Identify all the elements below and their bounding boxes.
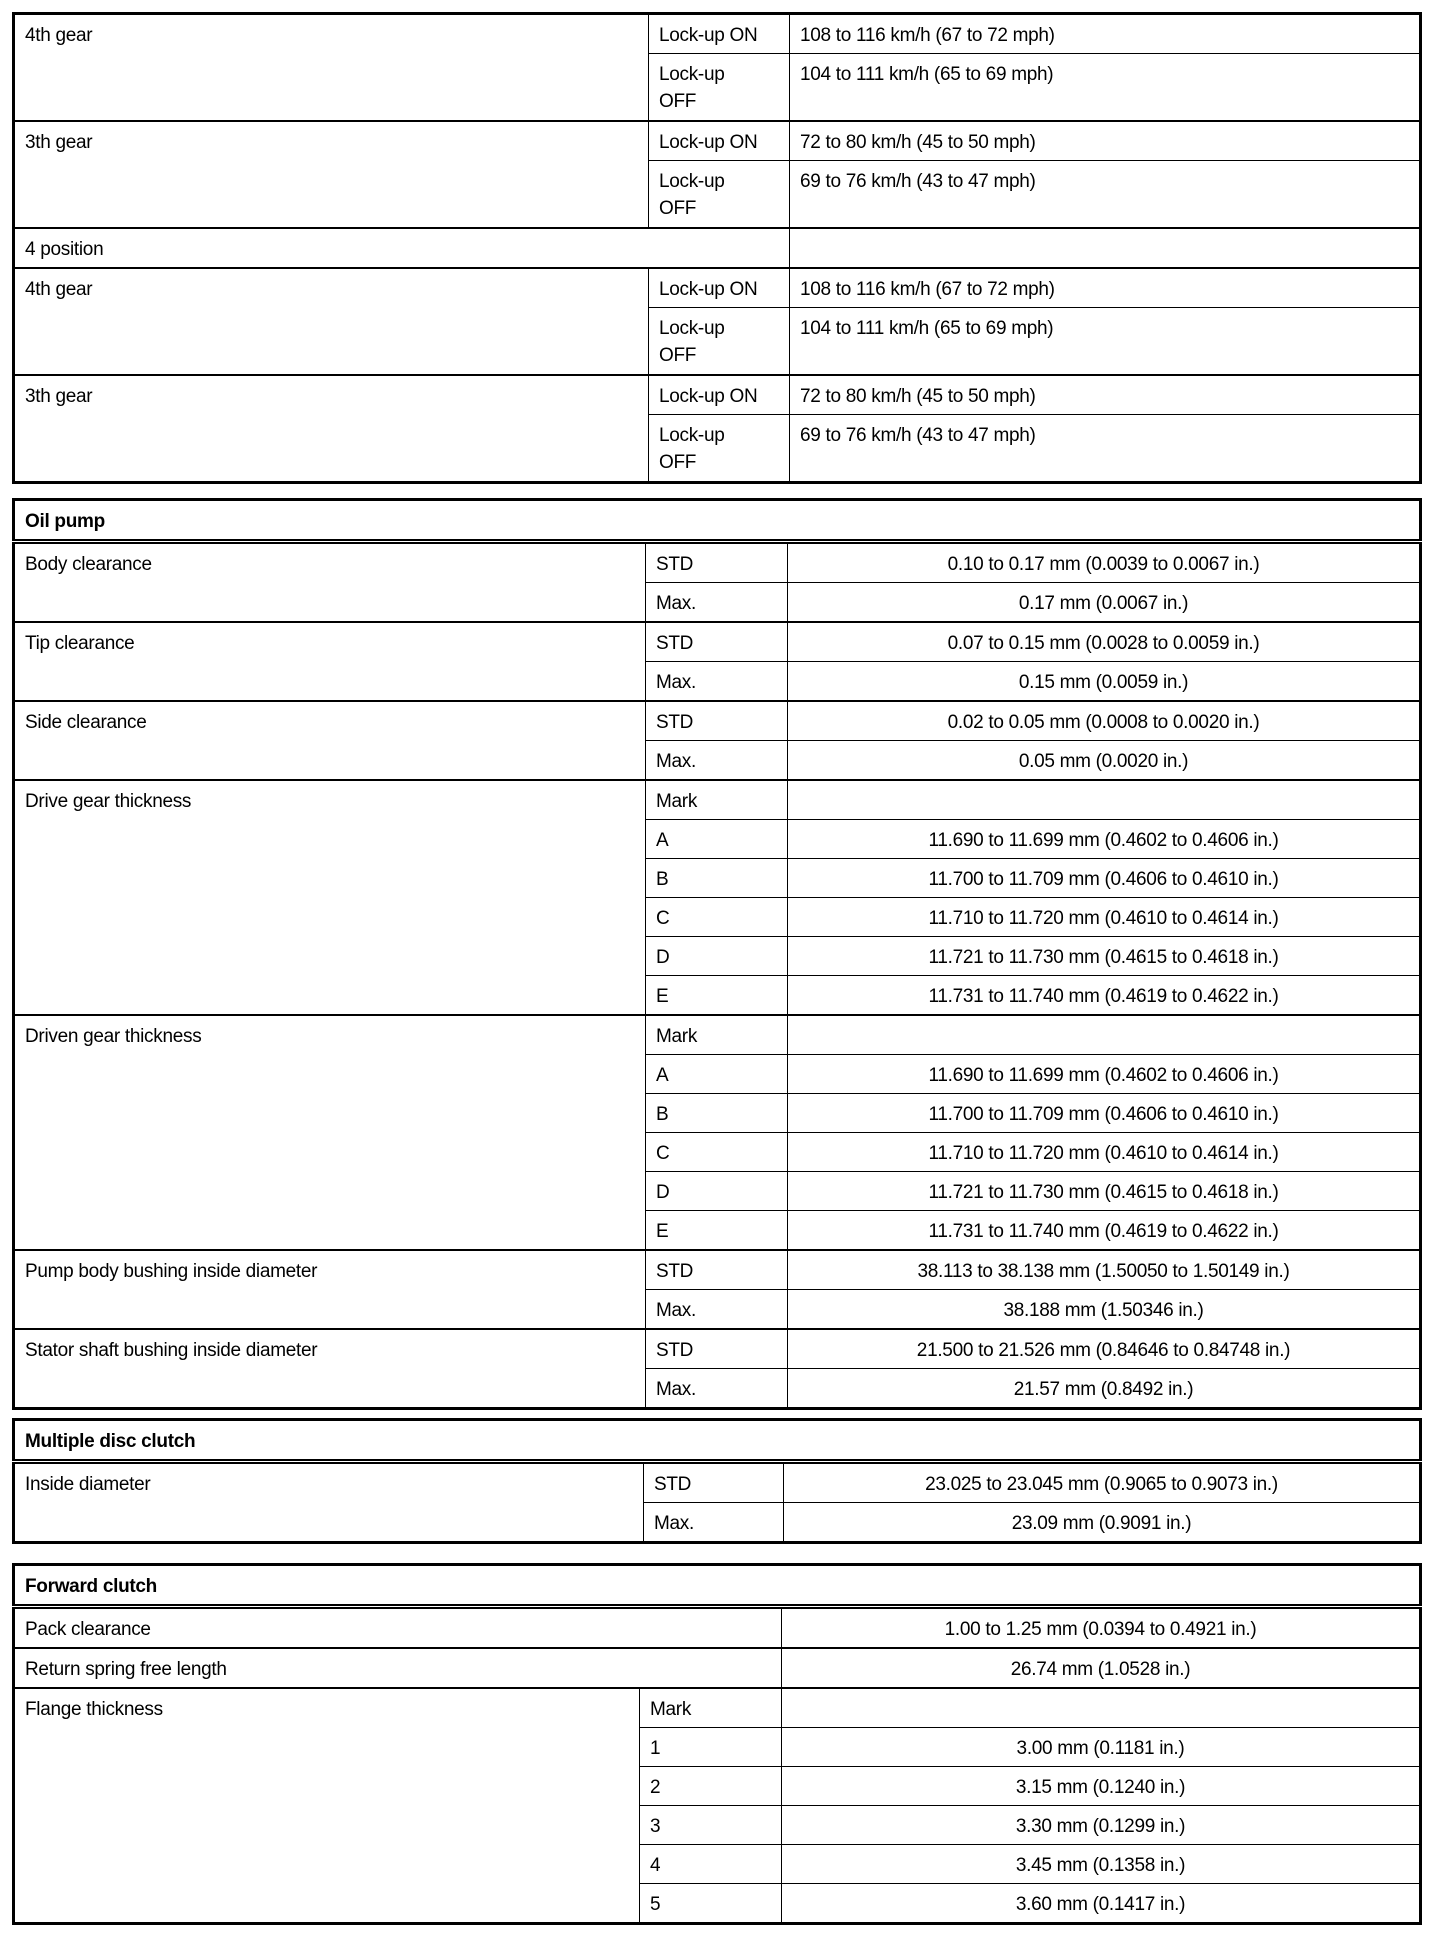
table-row xyxy=(14,1329,1421,1369)
row-value xyxy=(782,1688,1421,1728)
row-value: 11.690 to 11.699 mm (0.4602 to 0.4606 in.) xyxy=(788,820,1421,859)
row-label: Return spring free length xyxy=(14,1648,782,1688)
row-value: 0.02 to 0.05 mm (0.0008 to 0.0020 in.) xyxy=(788,701,1421,741)
row-label: Side clearance xyxy=(14,701,646,780)
table-row xyxy=(14,1462,1421,1503)
row-label: Flange thickness xyxy=(14,1688,640,1924)
table-row xyxy=(14,121,1421,161)
row-value: 11.700 to 11.709 mm (0.4606 to 0.4610 in.) xyxy=(788,1094,1421,1133)
row-condition: D xyxy=(646,1172,788,1211)
row-condition: Lock-up ON xyxy=(649,375,790,415)
row-value: 11.710 to 11.720 mm (0.4610 to 0.4614 in.) xyxy=(788,898,1421,937)
row-condition: STD xyxy=(644,1462,784,1503)
row-value: 11.721 to 11.730 mm (0.4615 to 0.4618 in.) xyxy=(788,1172,1421,1211)
row-condition: Lock-up OFF xyxy=(649,161,790,229)
row-condition: Max. xyxy=(646,741,788,781)
table-row xyxy=(14,375,1421,415)
row-condition: 4 xyxy=(640,1845,782,1884)
row-value: 108 to 116 km/h (67 to 72 mph) xyxy=(790,268,1421,308)
row-condition: STD xyxy=(646,622,788,662)
row-condition: B xyxy=(646,859,788,898)
row-condition: Max. xyxy=(646,1290,788,1330)
row-value: 69 to 76 km/h (43 to 47 mph) xyxy=(790,415,1421,483)
row-label: Body clearance xyxy=(14,542,646,623)
row-value: 108 to 116 km/h (67 to 72 mph) xyxy=(790,14,1421,54)
row-condition: Max. xyxy=(644,1503,784,1543)
row-label: Pump body bushing inside diameter xyxy=(14,1250,646,1329)
table-row xyxy=(14,542,1421,583)
row-label: Pack clearance xyxy=(14,1607,782,1649)
row-label: Stator shaft bushing inside diameter xyxy=(14,1329,646,1409)
row-value: 69 to 76 km/h (43 to 47 mph) xyxy=(790,161,1421,229)
row-condition: E xyxy=(646,976,788,1016)
row-label: 3th gear xyxy=(14,121,649,228)
row-value: 0.17 mm (0.0067 in.) xyxy=(788,583,1421,623)
row-condition: Mark xyxy=(646,1015,788,1055)
table-title-row xyxy=(14,1565,1421,1607)
row-condition: Lock-up ON xyxy=(649,268,790,308)
row-value: 11.690 to 11.699 mm (0.4602 to 0.4606 in.) xyxy=(788,1055,1421,1094)
table-row xyxy=(14,228,1421,268)
row-condition: Lock-up OFF xyxy=(649,308,790,376)
row-label: 4th gear xyxy=(14,268,649,375)
row-value: 0.15 mm (0.0059 in.) xyxy=(788,662,1421,702)
row-condition: STD xyxy=(646,701,788,741)
table-row xyxy=(14,14,1421,54)
row-value: 38.188 mm (1.50346 in.) xyxy=(788,1290,1421,1330)
row-value: 3.60 mm (0.1417 in.) xyxy=(782,1884,1421,1924)
row-condition: Max. xyxy=(646,583,788,623)
row-value: 11.721 to 11.730 mm (0.4615 to 0.4618 in.) xyxy=(788,937,1421,976)
row-condition: Lock-up ON xyxy=(649,121,790,161)
row-condition: 5 xyxy=(640,1884,782,1924)
oil-pump-table xyxy=(12,498,1422,1410)
table-row xyxy=(14,1015,1421,1055)
table-row xyxy=(14,1688,1421,1728)
row-condition: A xyxy=(646,820,788,859)
row-value: 104 to 111 km/h (65 to 69 mph) xyxy=(790,308,1421,376)
row-value xyxy=(790,228,1421,268)
row-value: 26.74 mm (1.0528 in.) xyxy=(782,1648,1421,1688)
row-value: 21.500 to 21.526 mm (0.84646 to 0.84748 in.) xyxy=(788,1329,1421,1369)
forward-clutch-table xyxy=(12,1563,1422,1925)
table-title-row xyxy=(14,500,1421,542)
row-value: 3.30 mm (0.1299 in.) xyxy=(782,1806,1421,1845)
row-label: Drive gear thickness xyxy=(14,780,646,1015)
table-title: Forward clutch xyxy=(14,1565,1421,1607)
row-label: Tip clearance xyxy=(14,622,646,701)
row-value: 0.05 mm (0.0020 in.) xyxy=(788,741,1421,781)
row-value: 23.09 mm (0.9091 in.) xyxy=(784,1503,1421,1543)
row-value: 11.731 to 11.740 mm (0.4619 to 0.4622 in.) xyxy=(788,976,1421,1016)
row-value: 0.10 to 0.17 mm (0.0039 to 0.0067 in.) xyxy=(788,542,1421,583)
table-row xyxy=(14,622,1421,662)
row-value: 3.45 mm (0.1358 in.) xyxy=(782,1845,1421,1884)
table-title-row xyxy=(14,1420,1421,1462)
table-title: Oil pump xyxy=(14,500,1421,542)
shift-points-table xyxy=(12,12,1422,484)
row-value: 11.710 to 11.720 mm (0.4610 to 0.4614 in.) xyxy=(788,1133,1421,1172)
row-condition: Lock-up ON xyxy=(649,14,790,54)
row-condition: Max. xyxy=(646,1369,788,1409)
row-condition: STD xyxy=(646,542,788,583)
row-condition: 2 xyxy=(640,1767,782,1806)
row-condition: C xyxy=(646,898,788,937)
row-value: 0.07 to 0.15 mm (0.0028 to 0.0059 in.) xyxy=(788,622,1421,662)
table-title: Multiple disc clutch xyxy=(14,1420,1421,1462)
row-condition: Lock-up OFF xyxy=(649,54,790,122)
row-condition: Mark xyxy=(646,780,788,820)
row-value: 3.15 mm (0.1240 in.) xyxy=(782,1767,1421,1806)
row-condition: STD xyxy=(646,1250,788,1290)
row-value: 21.57 mm (0.8492 in.) xyxy=(788,1369,1421,1409)
row-value: 11.731 to 11.740 mm (0.4619 to 0.4622 in.) xyxy=(788,1211,1421,1251)
row-value: 38.113 to 38.138 mm (1.50050 to 1.50149 in.) xyxy=(788,1250,1421,1290)
row-condition: A xyxy=(646,1055,788,1094)
row-condition: STD xyxy=(646,1329,788,1369)
table-row xyxy=(14,1250,1421,1290)
table-row xyxy=(14,780,1421,820)
row-condition: Lock-up OFF xyxy=(649,415,790,483)
row-condition: Mark xyxy=(640,1688,782,1728)
row-value: 23.025 to 23.045 mm (0.9065 to 0.9073 in.) xyxy=(784,1462,1421,1503)
row-condition: B xyxy=(646,1094,788,1133)
row-condition: 3 xyxy=(640,1806,782,1845)
table-row xyxy=(14,268,1421,308)
row-label: 3th gear xyxy=(14,375,649,483)
row-value xyxy=(788,1015,1421,1055)
row-value: 11.700 to 11.709 mm (0.4606 to 0.4610 in.) xyxy=(788,859,1421,898)
row-value: 72 to 80 km/h (45 to 50 mph) xyxy=(790,375,1421,415)
row-condition: Max. xyxy=(646,662,788,702)
row-condition: E xyxy=(646,1211,788,1251)
row-condition: 1 xyxy=(640,1728,782,1767)
row-label: 4 position xyxy=(14,228,790,268)
row-condition: C xyxy=(646,1133,788,1172)
row-label: 4th gear xyxy=(14,14,649,122)
table-row xyxy=(14,1648,1421,1688)
row-label: Driven gear thickness xyxy=(14,1015,646,1250)
table-row xyxy=(14,1607,1421,1649)
table-row xyxy=(14,701,1421,741)
row-value xyxy=(788,780,1421,820)
row-condition: D xyxy=(646,937,788,976)
row-value: 104 to 111 km/h (65 to 69 mph) xyxy=(790,54,1421,122)
row-value: 1.00 to 1.25 mm (0.0394 to 0.4921 in.) xyxy=(782,1607,1421,1649)
row-value: 72 to 80 km/h (45 to 50 mph) xyxy=(790,121,1421,161)
row-label: Inside diameter xyxy=(14,1462,644,1543)
multiple-disc-clutch-table xyxy=(12,1418,1422,1544)
row-value: 3.00 mm (0.1181 in.) xyxy=(782,1728,1421,1767)
